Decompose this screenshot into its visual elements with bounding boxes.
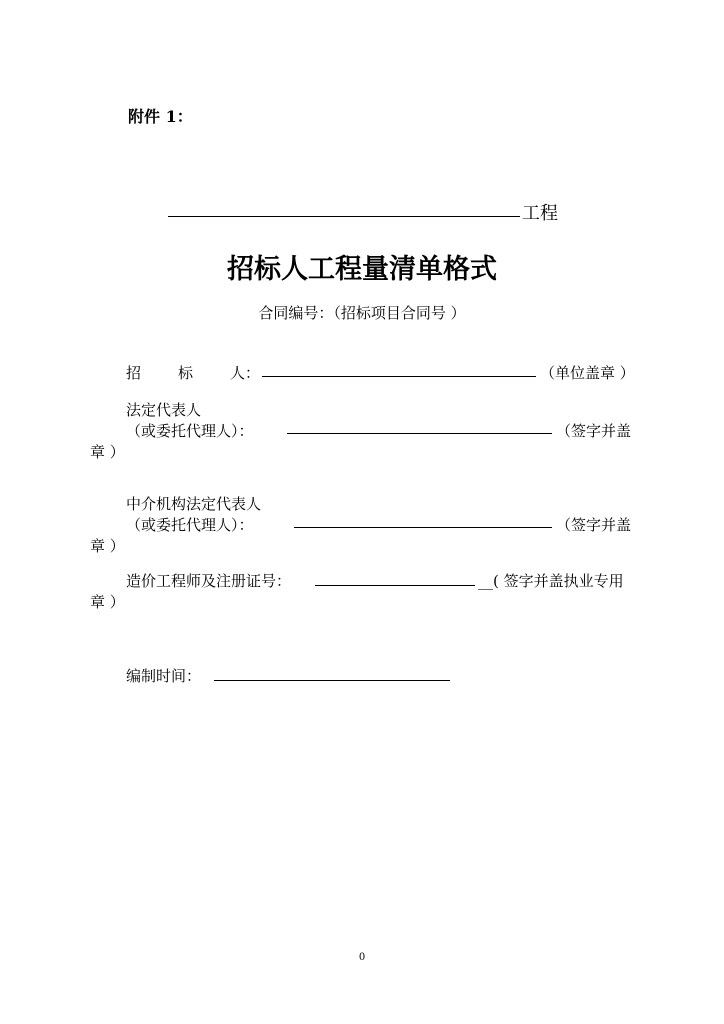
legal-rep-seal-note: （签字并盖 xyxy=(556,422,632,440)
agency-rep-blank xyxy=(294,527,552,528)
legal-rep-blank xyxy=(287,433,552,434)
tenderer-label-char-2: 标 xyxy=(178,364,194,382)
legal-rep-label: 法定代表人 xyxy=(126,401,202,419)
cost-engineer-seal-note: __( 签字并盖执业专用 xyxy=(478,572,624,590)
tenderer-seal-note: （单位盖章 ） xyxy=(540,364,635,382)
legal-rep-agent-label: （或委托代理人）： xyxy=(126,422,254,440)
tenderer-label-char-3: 人： xyxy=(230,364,261,382)
agency-rep-label: 中介机构法定代表人 xyxy=(126,495,262,513)
attachment-label: 附件 1： xyxy=(128,107,193,126)
agency-rep-seal-note: （签字并盖 xyxy=(556,516,632,534)
tenderer-blank xyxy=(262,376,536,377)
agency-rep-seal-note-wrap: 章 ） xyxy=(90,537,125,555)
tenderer-label-char-1: 招 xyxy=(126,364,142,382)
cost-engineer-blank xyxy=(315,585,475,586)
contract-number: 合同编号：（招标项目合同号 ） xyxy=(258,304,466,322)
page-title: 招标人工程量清单格式 xyxy=(227,254,497,285)
project-name-blank xyxy=(168,216,520,217)
cost-engineer-label: 造价工程师及注册证号： xyxy=(126,572,292,590)
page-number: 0 xyxy=(358,952,366,963)
project-suffix: 工程 xyxy=(522,203,558,224)
legal-rep-seal-note-wrap: 章 ） xyxy=(90,443,125,461)
agency-rep-agent-label: （或委托代理人）： xyxy=(126,516,254,534)
compile-time-label: 编制时间： xyxy=(126,667,202,685)
cost-engineer-seal-note-wrap: 章 ） xyxy=(90,593,125,611)
compile-time-blank xyxy=(214,680,450,681)
